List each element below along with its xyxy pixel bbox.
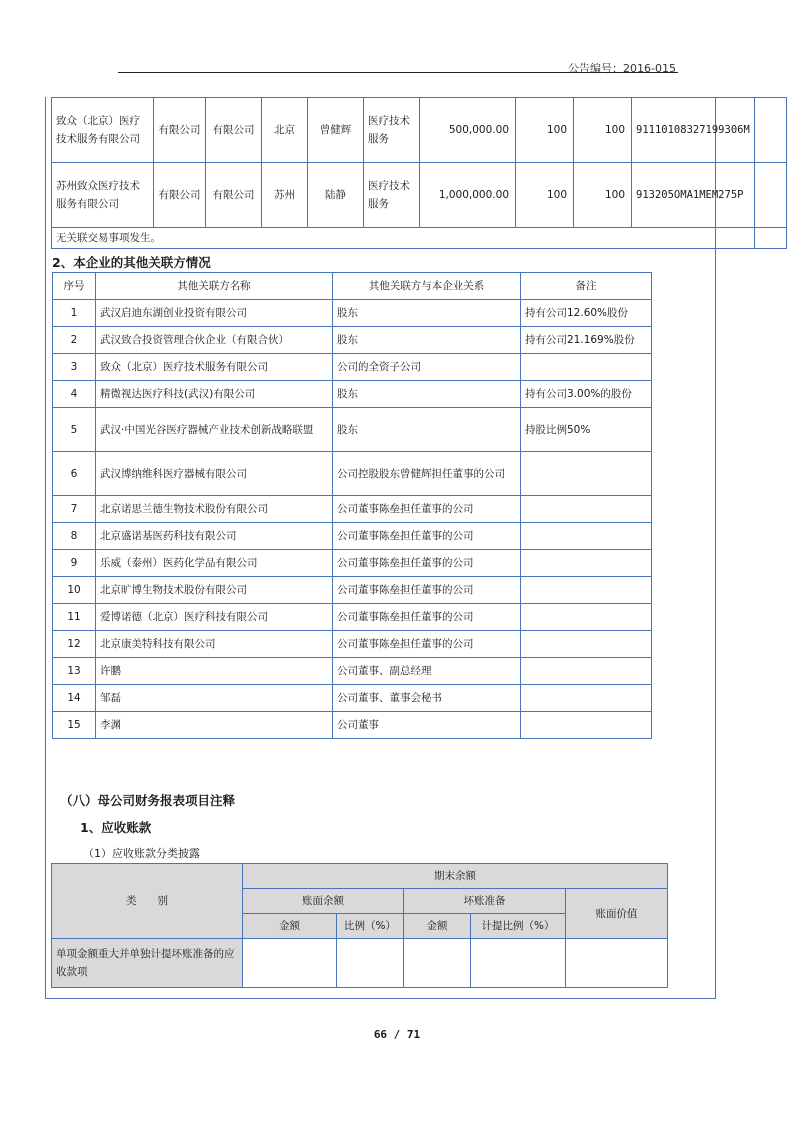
- row-note: 持有公司3.00%的股份: [521, 381, 652, 408]
- row-note: 持有公司12.60%股份: [521, 300, 652, 327]
- row-relation: 公司董事陈垒担任董事的公司: [333, 550, 521, 577]
- receivables-row-label: 单项金额重大并单独计提坏账准备的应收款项: [52, 939, 243, 988]
- row-name: 李渊: [96, 712, 333, 739]
- subsidiary-capital: 500,000.00: [420, 98, 516, 163]
- row-no: 12: [53, 631, 96, 658]
- subsidiary-business: 医疗技术服务: [364, 163, 420, 228]
- subsidiary-empty-cell: [754, 98, 786, 163]
- empty-cell: [404, 939, 471, 988]
- provision-ratio-header: 计提比例（%）: [471, 914, 566, 939]
- category-header: 类 别: [52, 864, 243, 939]
- row-name: 北京旷博生物技术股份有限公司: [96, 577, 333, 604]
- subsidiary-name: 苏州致众医疗技术服务有限公司: [52, 163, 154, 228]
- subsidiary-note-row: [52, 228, 787, 249]
- subsidiary-place: 北京: [262, 98, 308, 163]
- row-note: [521, 631, 652, 658]
- table-row: [53, 408, 652, 452]
- row-relation: 股东: [333, 408, 521, 452]
- row-relation: 公司控股股东曾健辉担任董事的公司: [333, 452, 521, 496]
- subsidiary-capital: 1,000,000.00: [420, 163, 516, 228]
- subsidiary-empty-cell: [754, 228, 786, 249]
- row-note: [521, 496, 652, 523]
- row-relation: 公司董事、副总经理: [333, 658, 521, 685]
- table-row: [53, 381, 652, 408]
- row-note: [521, 452, 652, 496]
- subsidiary-type: 有限公司: [154, 98, 206, 163]
- row-name: 许鹏: [96, 658, 333, 685]
- subsidiary-voting: 100: [574, 98, 632, 163]
- row-note: 持有公司21.169%股份: [521, 327, 652, 354]
- empty-cell: [471, 939, 566, 988]
- empty-cell: [566, 939, 668, 988]
- row-name: 致众（北京）医疗技术服务有限公司: [96, 354, 333, 381]
- subsidiary-type: 有限公司: [154, 163, 206, 228]
- row-no: 10: [53, 577, 96, 604]
- row-note: [521, 658, 652, 685]
- row-no: 15: [53, 712, 96, 739]
- section-8-title: （八）母公司财务报表项目注释: [60, 793, 236, 808]
- row-relation: 公司董事、董事会秘书: [333, 685, 521, 712]
- table-row: [53, 577, 652, 604]
- header-no: 序号: [53, 273, 96, 300]
- table-row: [53, 523, 652, 550]
- row-relation: 公司董事陈垒担任董事的公司: [333, 496, 521, 523]
- row-no: 13: [53, 658, 96, 685]
- section-2-title: 2、本企业的其他关联方情况: [52, 255, 211, 270]
- row-name: 精微视达医疗科技(武汉)有限公司: [96, 381, 333, 408]
- subsidiary-nature: 有限公司: [206, 98, 262, 163]
- row-relation: 公司董事陈垒担任董事的公司: [333, 577, 521, 604]
- row-name: 邹磊: [96, 685, 333, 712]
- subsidiary-row: [52, 163, 787, 228]
- empty-cell: [337, 939, 404, 988]
- header-name: 其他关联方名称: [96, 273, 333, 300]
- row-relation: 公司董事陈垒担任董事的公司: [333, 604, 521, 631]
- header-rule: [118, 72, 678, 73]
- row-no: 1: [53, 300, 96, 327]
- row-name: 北京诺思兰德生物技术股份有限公司: [96, 496, 333, 523]
- row-relation: 股东: [333, 327, 521, 354]
- row-no: 4: [53, 381, 96, 408]
- row-note: [521, 523, 652, 550]
- row-no: 3: [53, 354, 96, 381]
- row-name: 北京盛诺基医药科技有限公司: [96, 523, 333, 550]
- row-no: 7: [53, 496, 96, 523]
- table-row: [53, 452, 652, 496]
- no-transaction-note: 无关联交易事项发生。: [52, 228, 755, 249]
- amount-header: 金额: [404, 914, 471, 939]
- table-row: [53, 496, 652, 523]
- row-relation: 公司董事陈垒担任董事的公司: [333, 523, 521, 550]
- receivables-subtitle: （1）应收账款分类披露: [83, 847, 200, 860]
- row-no: 5: [53, 408, 96, 452]
- header-note: 备注: [521, 273, 652, 300]
- related-parties-header-row: [53, 273, 652, 300]
- row-name: 乐威（泰州）医药化学品有限公司: [96, 550, 333, 577]
- row-name: 爱博诺德（北京）医疗科技有限公司: [96, 604, 333, 631]
- empty-cell: [243, 939, 337, 988]
- row-no: 14: [53, 685, 96, 712]
- row-note: [521, 550, 652, 577]
- table-row: [53, 604, 652, 631]
- table-row: [52, 939, 668, 988]
- row-name: 北京康美特科技有限公司: [96, 631, 333, 658]
- table-row: [53, 327, 652, 354]
- table-row: [53, 712, 652, 739]
- row-no: 6: [53, 452, 96, 496]
- amount-header: 金额: [243, 914, 337, 939]
- announcement-number: 公告编号：2016-015: [568, 62, 676, 75]
- receivables-table: [51, 863, 668, 988]
- table-row: [53, 354, 652, 381]
- row-note: [521, 685, 652, 712]
- table-row: [53, 685, 652, 712]
- ratio-header: 比例（%）: [337, 914, 404, 939]
- row-name: 武汉启迪东湖创业投资有限公司: [96, 300, 333, 327]
- row-no: 8: [53, 523, 96, 550]
- page-number: 66 / 71: [373, 1028, 421, 1041]
- row-relation: 股东: [333, 381, 521, 408]
- table-row: [53, 658, 652, 685]
- row-note: [521, 712, 652, 739]
- row-relation: 股东: [333, 300, 521, 327]
- receivables-title: 1、应收账款: [80, 820, 152, 835]
- book-value-header: 账面价值: [566, 889, 668, 939]
- row-relation: 公司董事陈垒担任董事的公司: [333, 631, 521, 658]
- subsidiary-credit-code: 91110108327199306M: [632, 98, 755, 163]
- book-balance-header: 账面余额: [243, 889, 404, 914]
- subsidiaries-table: [51, 97, 787, 249]
- subsidiary-empty-cell: [754, 163, 786, 228]
- row-no: 9: [53, 550, 96, 577]
- row-name: 武汉博纳维科医疗器械有限公司: [96, 452, 333, 496]
- row-no: 2: [53, 327, 96, 354]
- bad-debt-header: 坏账准备: [404, 889, 566, 914]
- subsidiary-nature: 有限公司: [206, 163, 262, 228]
- subsidiary-row: [52, 98, 787, 163]
- subsidiary-voting: 100: [574, 163, 632, 228]
- row-no: 11: [53, 604, 96, 631]
- subsidiary-ratio: 100: [516, 98, 574, 163]
- subsidiary-credit-code: 913205OMA1MEM275P: [632, 163, 755, 228]
- row-note: [521, 604, 652, 631]
- receivables-header-row: [52, 864, 668, 889]
- row-relation: 公司董事: [333, 712, 521, 739]
- period-end-header: 期末余额: [243, 864, 668, 889]
- subsidiary-rep: 曾健辉: [308, 98, 364, 163]
- subsidiary-name: 致众（北京）医疗技术服务有限公司: [52, 98, 154, 163]
- row-name: 武汉·中国光谷医疗器械产业技术创新战略联盟: [96, 408, 333, 452]
- header-relation: 其他关联方与本企业关系: [333, 273, 521, 300]
- subsidiary-place: 苏州: [262, 163, 308, 228]
- table-row: [53, 550, 652, 577]
- row-name: 武汉致合投资管理合伙企业（有限合伙）: [96, 327, 333, 354]
- subsidiary-business: 医疗技术服务: [364, 98, 420, 163]
- row-relation: 公司的全资子公司: [333, 354, 521, 381]
- table-row: [53, 631, 652, 658]
- table-row: [53, 300, 652, 327]
- subsidiary-ratio: 100: [516, 163, 574, 228]
- row-note: [521, 577, 652, 604]
- subsidiary-rep: 陆静: [308, 163, 364, 228]
- row-note: [521, 354, 652, 381]
- row-note: 持股比例50%: [521, 408, 652, 452]
- related-parties-table: [52, 272, 652, 739]
